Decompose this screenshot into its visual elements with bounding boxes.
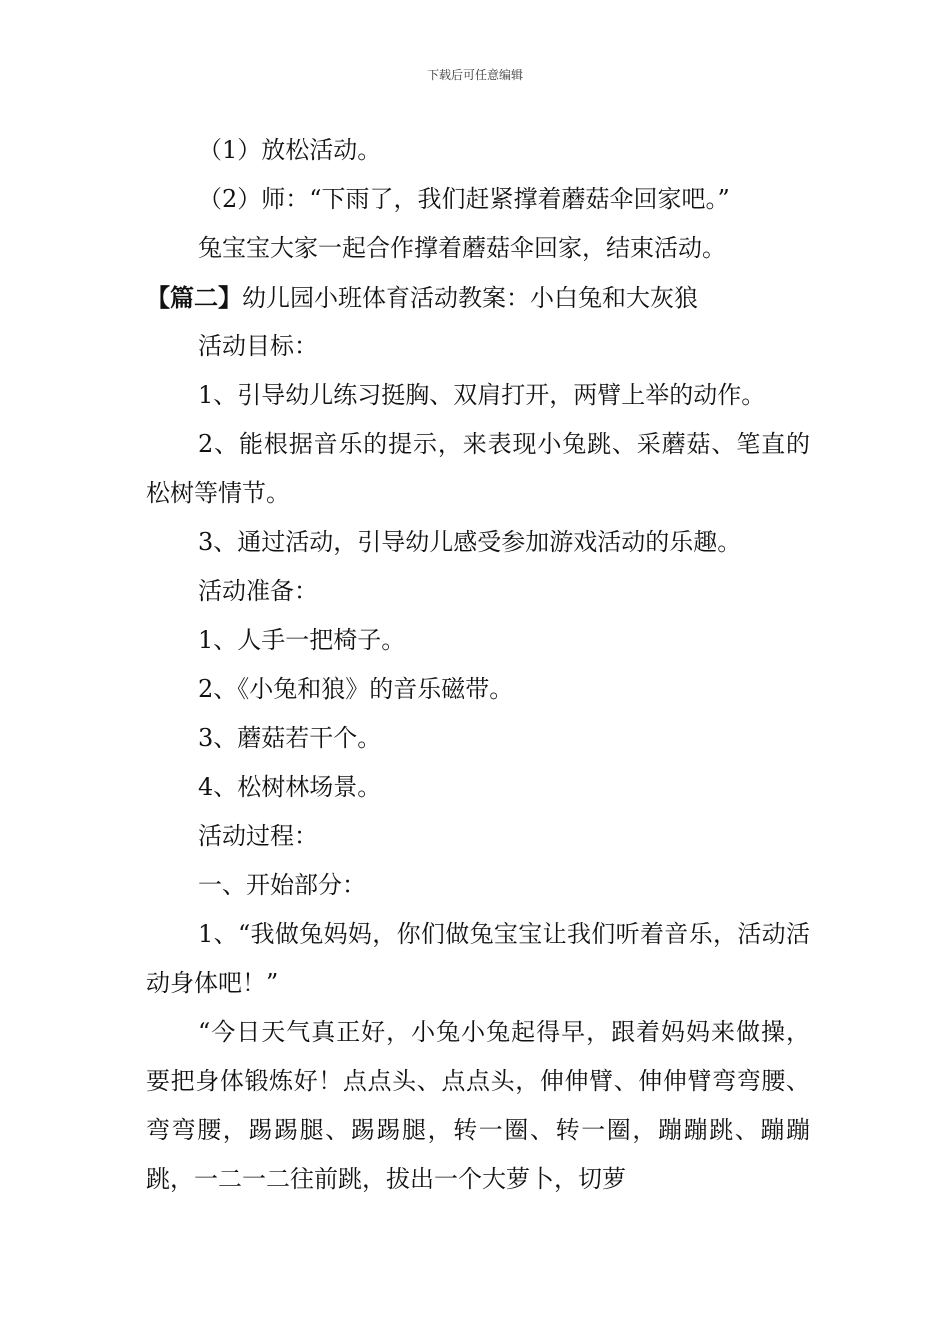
paragraph-relax: （1）放松活动。 (198, 136, 382, 164)
paragraph-end-activity: 兔宝宝大家一起合作撑着蘑菇伞回家，结束活动。 (198, 234, 726, 262)
prep-item-3: 3、蘑菇若干个。 (198, 724, 382, 752)
goal-item-2: 2、能根据音乐的提示，来表现小兔跳、采蘑菇、笔直的松树等情节。 (146, 430, 810, 507)
prep-item-1: 1、人手一把椅子。 (198, 626, 406, 654)
prep-item-4: 4、松树林场景。 (198, 773, 382, 801)
heading-goals: 活动目标： (198, 332, 318, 360)
paragraph-teacher-rain: （2）师：“下雨了，我们赶紧撑着蘑菇伞回家吧。” (198, 185, 730, 213)
rabbit-rhyme: “今日天气真正好，小兔小兔起得早，跟着妈妈来做操，要把身体锻炼好！点点头、点点头，伸伸臂、伸伸臂弯弯腰、弯弯腰，踢踢腿、踢踢腿，转一圈、转一圈，蹦蹦跳、蹦蹦跳，一二一二往前跳，拔出一个大萝卜，切萝 (146, 1018, 810, 1193)
process-step-1: 1、“我做兔妈妈，你们做兔宝宝让我们听着音乐，活动活动身体吧！” (146, 920, 810, 997)
process-part-1: 一、开始部分： (198, 871, 366, 899)
goal-item-1: 1、引导幼儿练习挺胸、双肩打开，两臂上举的动作。 (198, 381, 766, 409)
heading-process: 活动过程： (198, 822, 318, 850)
section-title: 【篇二】幼儿园小班体育活动教案：小白兔和大灰狼 (146, 283, 698, 312)
heading-preparation: 活动准备： (198, 577, 318, 605)
page-header: 下载后可任意编辑 (426, 68, 523, 82)
prep-item-2: 2、《小兔和狼》的音乐磁带。 (198, 675, 514, 703)
goal-item-3: 3、通过活动，引导幼儿感受参加游戏活动的乐趣。 (198, 528, 742, 556)
